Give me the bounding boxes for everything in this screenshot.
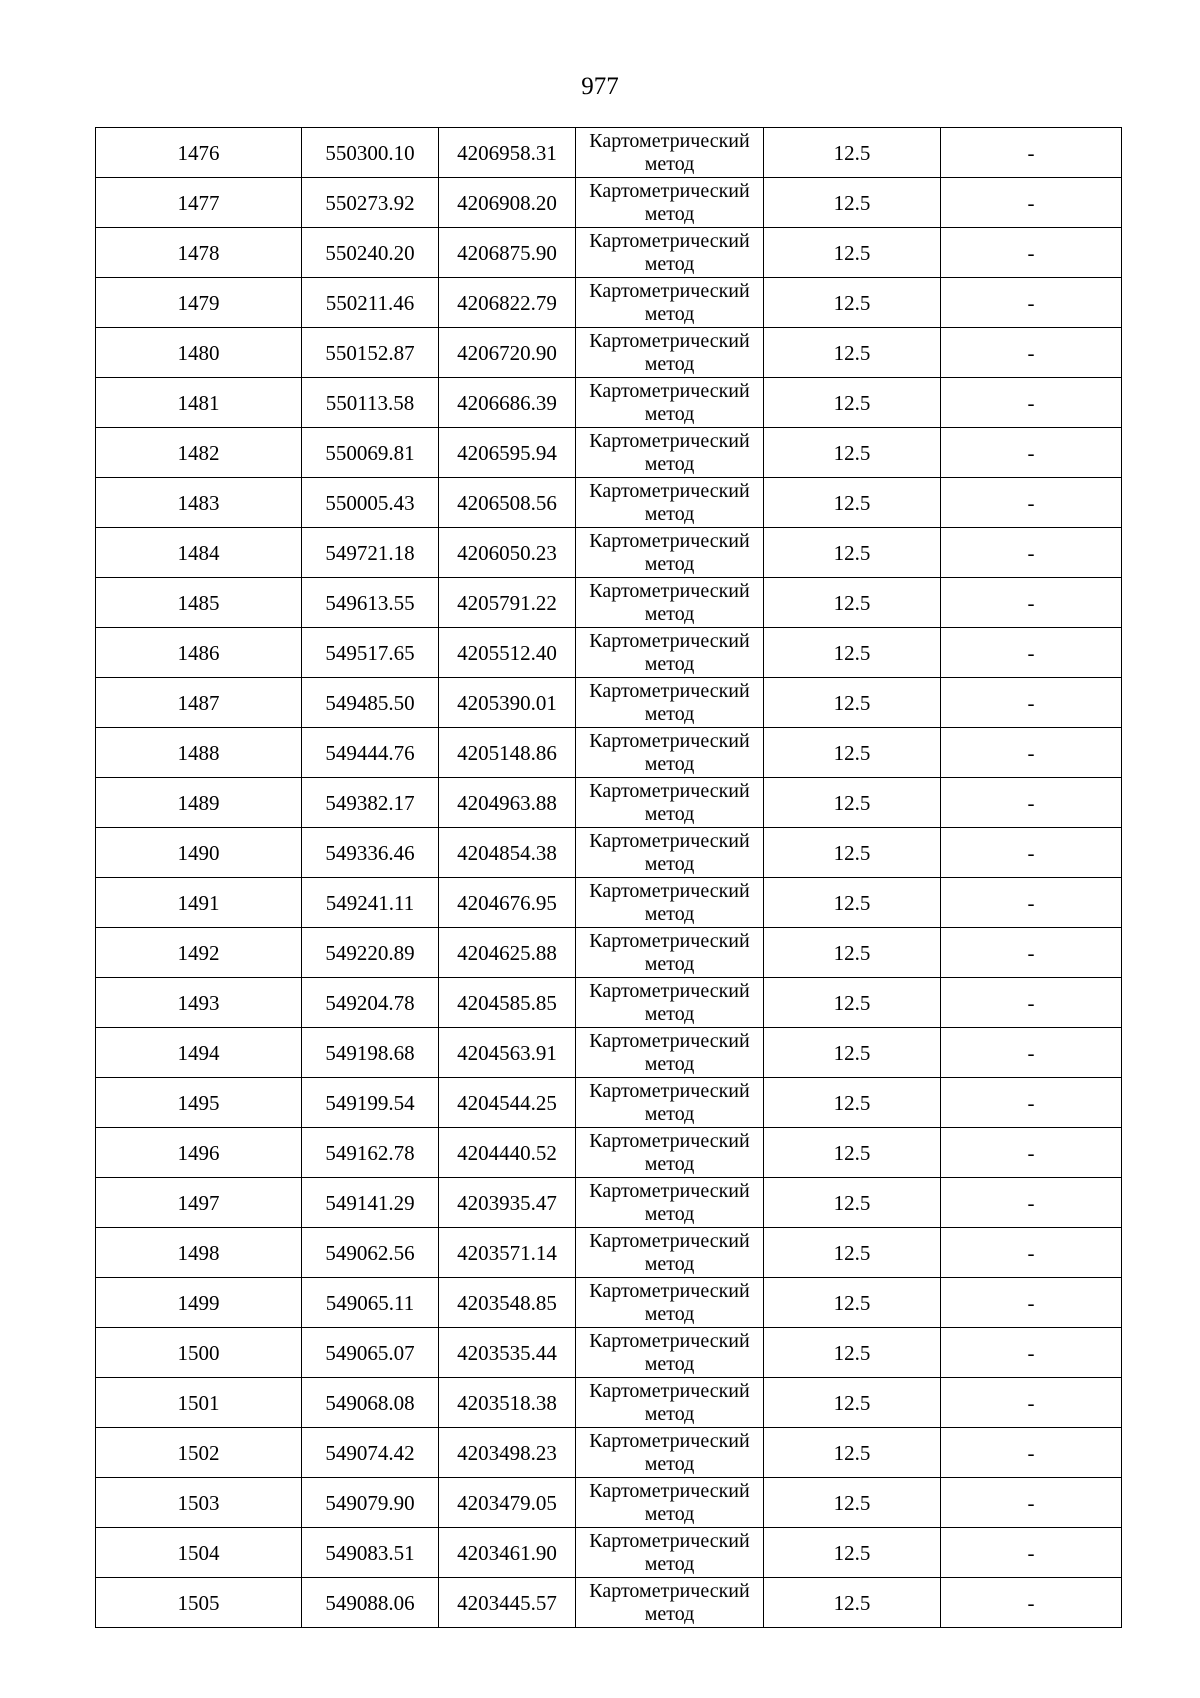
point-number-cell: 1496 (96, 1128, 302, 1178)
method-cell (576, 128, 764, 178)
method-line-1: Картометрический (589, 679, 750, 702)
method-cell (576, 1078, 764, 1128)
point-number-cell: 1500 (96, 1328, 302, 1378)
method-line-2: метод (644, 202, 695, 225)
description-cell: - (941, 778, 1122, 828)
table-row (96, 1528, 1122, 1578)
description-cell: - (941, 128, 1122, 178)
x-coordinate-cell: 549613.55 (302, 578, 439, 628)
x-coordinate-cell: 549198.68 (302, 1028, 439, 1078)
method-line-2: метод (644, 352, 695, 375)
y-coordinate-cell: 4203571.14 (439, 1228, 576, 1278)
point-number-cell: 1498 (96, 1228, 302, 1278)
y-coordinate-cell: 4203498.23 (439, 1428, 576, 1478)
coordinates-table (95, 127, 1122, 1628)
method-cell (576, 578, 764, 628)
accuracy-cell: 12.5 (764, 1178, 941, 1228)
method-line-1: Картометрический (589, 1479, 750, 1502)
y-coordinate-cell: 4203461.90 (439, 1528, 576, 1578)
x-coordinate-cell: 549204.78 (302, 978, 439, 1028)
point-number-cell: 1501 (96, 1378, 302, 1428)
method-cell (576, 878, 764, 928)
x-coordinate-cell: 549062.56 (302, 1228, 439, 1278)
method-line-2: метод (644, 902, 695, 925)
method-line-1: Картометрический (589, 629, 750, 652)
method-line-1: Картометрический (589, 1229, 750, 1252)
point-number-cell: 1481 (96, 378, 302, 428)
y-coordinate-cell: 4203535.44 (439, 1328, 576, 1378)
point-number-cell: 1482 (96, 428, 302, 478)
description-cell: - (941, 428, 1122, 478)
method-cell (576, 978, 764, 1028)
table-row (96, 378, 1122, 428)
method-cell (576, 428, 764, 478)
y-coordinate-cell: 4204440.52 (439, 1128, 576, 1178)
method-line-2: метод (644, 1452, 695, 1475)
point-number-cell: 1504 (96, 1528, 302, 1578)
point-number-cell: 1480 (96, 328, 302, 378)
description-cell: - (941, 578, 1122, 628)
method-line-2: метод (644, 502, 695, 525)
method-cell (576, 1478, 764, 1528)
x-coordinate-cell: 550069.81 (302, 428, 439, 478)
description-cell: - (941, 1478, 1122, 1528)
x-coordinate-cell: 549721.18 (302, 528, 439, 578)
method-line-1: Картометрический (589, 979, 750, 1002)
x-coordinate-cell: 549220.89 (302, 928, 439, 978)
accuracy-cell: 12.5 (764, 878, 941, 928)
x-coordinate-cell: 550152.87 (302, 328, 439, 378)
x-coordinate-cell: 549241.11 (302, 878, 439, 928)
method-cell (576, 728, 764, 778)
accuracy-cell: 12.5 (764, 378, 941, 428)
x-coordinate-cell: 549079.90 (302, 1478, 439, 1528)
point-number-cell: 1477 (96, 178, 302, 228)
method-line-2: метод (644, 802, 695, 825)
table-row (96, 228, 1122, 278)
x-coordinate-cell: 549088.06 (302, 1578, 439, 1628)
table-row (96, 178, 1122, 228)
y-coordinate-cell: 4204625.88 (439, 928, 576, 978)
table-row (96, 928, 1122, 978)
method-cell (576, 678, 764, 728)
description-cell: - (941, 1428, 1122, 1478)
method-cell (576, 1278, 764, 1328)
point-number-cell: 1489 (96, 778, 302, 828)
method-line-2: метод (644, 152, 695, 175)
method-cell (576, 328, 764, 378)
accuracy-cell: 12.5 (764, 1428, 941, 1478)
table-row (96, 128, 1122, 178)
method-cell (576, 1578, 764, 1628)
description-cell: - (941, 1378, 1122, 1428)
description-cell: - (941, 1028, 1122, 1078)
accuracy-cell: 12.5 (764, 1328, 941, 1378)
method-line-2: метод (644, 602, 695, 625)
table-row (96, 328, 1122, 378)
table-row (96, 1128, 1122, 1178)
method-line-1: Картометрический (589, 479, 750, 502)
point-number-cell: 1478 (96, 228, 302, 278)
y-coordinate-cell: 4206050.23 (439, 528, 576, 578)
method-cell (576, 1328, 764, 1378)
method-line-2: метод (644, 1352, 695, 1375)
y-coordinate-cell: 4203935.47 (439, 1178, 576, 1228)
accuracy-cell: 12.5 (764, 128, 941, 178)
method-line-2: метод (644, 852, 695, 875)
y-coordinate-cell: 4205148.86 (439, 728, 576, 778)
description-cell: - (941, 1528, 1122, 1578)
point-number-cell: 1503 (96, 1478, 302, 1528)
method-line-1: Картометрический (589, 529, 750, 552)
method-cell (576, 628, 764, 678)
method-line-1: Картометрический (589, 1579, 750, 1602)
method-line-1: Картометрический (589, 1429, 750, 1452)
y-coordinate-cell: 4204854.38 (439, 828, 576, 878)
y-coordinate-cell: 4204544.25 (439, 1078, 576, 1128)
table-row (96, 578, 1122, 628)
method-line-2: метод (644, 652, 695, 675)
x-coordinate-cell: 549517.65 (302, 628, 439, 678)
method-cell (576, 378, 764, 428)
accuracy-cell: 12.5 (764, 1028, 941, 1078)
x-coordinate-cell: 550211.46 (302, 278, 439, 328)
accuracy-cell: 12.5 (764, 1478, 941, 1528)
method-line-2: метод (644, 1302, 695, 1325)
point-number-cell: 1495 (96, 1078, 302, 1128)
y-coordinate-cell: 4204585.85 (439, 978, 576, 1028)
y-coordinate-cell: 4206908.20 (439, 178, 576, 228)
method-line-1: Картометрический (589, 1029, 750, 1052)
method-cell (576, 928, 764, 978)
point-number-cell: 1483 (96, 478, 302, 528)
method-line-1: Картометрический (589, 729, 750, 752)
accuracy-cell: 12.5 (764, 278, 941, 328)
table-row (96, 878, 1122, 928)
description-cell: - (941, 1278, 1122, 1328)
accuracy-cell: 12.5 (764, 428, 941, 478)
method-cell (576, 228, 764, 278)
point-number-cell: 1502 (96, 1428, 302, 1478)
accuracy-cell: 12.5 (764, 328, 941, 378)
accuracy-cell: 12.5 (764, 928, 941, 978)
method-line-1: Картометрический (589, 1129, 750, 1152)
description-cell: - (941, 978, 1122, 1028)
accuracy-cell: 12.5 (764, 828, 941, 878)
method-line-1: Картометрический (589, 1379, 750, 1402)
accuracy-cell: 12.5 (764, 578, 941, 628)
method-line-2: метод (644, 702, 695, 725)
method-cell (576, 1128, 764, 1178)
table-row (96, 1078, 1122, 1128)
method-cell (576, 1178, 764, 1228)
method-cell (576, 528, 764, 578)
table-row (96, 1278, 1122, 1328)
method-line-2: метод (644, 452, 695, 475)
y-coordinate-cell: 4204963.88 (439, 778, 576, 828)
table-row (96, 1328, 1122, 1378)
y-coordinate-cell: 4206686.39 (439, 378, 576, 428)
method-cell (576, 178, 764, 228)
description-cell: - (941, 1578, 1122, 1628)
y-coordinate-cell: 4206822.79 (439, 278, 576, 328)
x-coordinate-cell: 549083.51 (302, 1528, 439, 1578)
y-coordinate-cell: 4206720.90 (439, 328, 576, 378)
accuracy-cell: 12.5 (764, 1528, 941, 1578)
x-coordinate-cell: 550273.92 (302, 178, 439, 228)
point-number-cell: 1485 (96, 578, 302, 628)
description-cell: - (941, 528, 1122, 578)
accuracy-cell: 12.5 (764, 978, 941, 1028)
table-row (96, 828, 1122, 878)
x-coordinate-cell: 549382.17 (302, 778, 439, 828)
table-row (96, 278, 1122, 328)
y-coordinate-cell: 4206508.56 (439, 478, 576, 528)
method-cell (576, 478, 764, 528)
description-cell: - (941, 728, 1122, 778)
method-line-2: метод (644, 1002, 695, 1025)
description-cell: - (941, 1228, 1122, 1278)
table-row (96, 478, 1122, 528)
method-cell (576, 1428, 764, 1478)
y-coordinate-cell: 4203518.38 (439, 1378, 576, 1428)
x-coordinate-cell: 550113.58 (302, 378, 439, 428)
accuracy-cell: 12.5 (764, 478, 941, 528)
x-coordinate-cell: 549141.29 (302, 1178, 439, 1228)
method-line-1: Картометрический (589, 129, 750, 152)
method-line-2: метод (644, 252, 695, 275)
method-line-2: метод (644, 752, 695, 775)
method-line-2: метод (644, 1152, 695, 1175)
method-line-1: Картометрический (589, 429, 750, 452)
description-cell: - (941, 1178, 1122, 1228)
description-cell: - (941, 1328, 1122, 1378)
y-coordinate-cell: 4203445.57 (439, 1578, 576, 1628)
method-line-1: Картометрический (589, 229, 750, 252)
point-number-cell: 1490 (96, 828, 302, 878)
coordinates-table-body (96, 128, 1122, 1628)
x-coordinate-cell: 549068.08 (302, 1378, 439, 1428)
y-coordinate-cell: 4205512.40 (439, 628, 576, 678)
method-line-2: метод (644, 1502, 695, 1525)
x-coordinate-cell: 549162.78 (302, 1128, 439, 1178)
method-line-2: метод (644, 1552, 695, 1575)
description-cell: - (941, 628, 1122, 678)
description-cell: - (941, 678, 1122, 728)
method-cell (576, 1528, 764, 1578)
description-cell: - (941, 928, 1122, 978)
y-coordinate-cell: 4204676.95 (439, 878, 576, 928)
method-line-2: метод (644, 552, 695, 575)
method-line-2: метод (644, 1402, 695, 1425)
point-number-cell: 1487 (96, 678, 302, 728)
method-line-1: Картометрический (589, 879, 750, 902)
x-coordinate-cell: 549336.46 (302, 828, 439, 878)
table-row (96, 1228, 1122, 1278)
table-row (96, 1378, 1122, 1428)
method-cell (576, 828, 764, 878)
table-row (96, 1028, 1122, 1078)
x-coordinate-cell: 549485.50 (302, 678, 439, 728)
table-row (96, 628, 1122, 678)
method-cell (576, 1378, 764, 1428)
method-line-2: метод (644, 1052, 695, 1075)
accuracy-cell: 12.5 (764, 178, 941, 228)
x-coordinate-cell: 549444.76 (302, 728, 439, 778)
method-line-2: метод (644, 302, 695, 325)
description-cell: - (941, 228, 1122, 278)
point-number-cell: 1492 (96, 928, 302, 978)
method-line-1: Картометрический (589, 1179, 750, 1202)
description-cell: - (941, 478, 1122, 528)
method-line-2: метод (644, 1252, 695, 1275)
point-number-cell: 1493 (96, 978, 302, 1028)
table-row (96, 1428, 1122, 1478)
x-coordinate-cell: 549199.54 (302, 1078, 439, 1128)
method-line-1: Картометрический (589, 1329, 750, 1352)
point-number-cell: 1486 (96, 628, 302, 678)
point-number-cell: 1491 (96, 878, 302, 928)
x-coordinate-cell: 549065.07 (302, 1328, 439, 1378)
x-coordinate-cell: 549065.11 (302, 1278, 439, 1328)
method-line-1: Картометрический (589, 379, 750, 402)
method-line-1: Картометрический (589, 929, 750, 952)
method-line-1: Картометрический (589, 1529, 750, 1552)
y-coordinate-cell: 4203548.85 (439, 1278, 576, 1328)
point-number-cell: 1488 (96, 728, 302, 778)
method-line-2: метод (644, 1102, 695, 1125)
table-row (96, 1478, 1122, 1528)
accuracy-cell: 12.5 (764, 728, 941, 778)
method-line-2: метод (644, 1202, 695, 1225)
x-coordinate-cell: 549074.42 (302, 1428, 439, 1478)
accuracy-cell: 12.5 (764, 1378, 941, 1428)
description-cell: - (941, 328, 1122, 378)
accuracy-cell: 12.5 (764, 228, 941, 278)
table-row (96, 678, 1122, 728)
method-line-1: Картометрический (589, 279, 750, 302)
point-number-cell: 1484 (96, 528, 302, 578)
method-cell (576, 1028, 764, 1078)
method-line-2: метод (644, 1602, 695, 1625)
method-line-1: Картометрический (589, 1279, 750, 1302)
description-cell: - (941, 828, 1122, 878)
page-number: 977 (581, 73, 619, 100)
description-cell: - (941, 278, 1122, 328)
y-coordinate-cell: 4206875.90 (439, 228, 576, 278)
accuracy-cell: 12.5 (764, 1278, 941, 1328)
y-coordinate-cell: 4203479.05 (439, 1478, 576, 1528)
method-line-2: метод (644, 402, 695, 425)
accuracy-cell: 12.5 (764, 778, 941, 828)
y-coordinate-cell: 4205390.01 (439, 678, 576, 728)
y-coordinate-cell: 4204563.91 (439, 1028, 576, 1078)
method-line-1: Картометрический (589, 829, 750, 852)
method-cell (576, 278, 764, 328)
table-row (96, 1578, 1122, 1628)
table-row (96, 978, 1122, 1028)
method-line-1: Картометрический (589, 779, 750, 802)
accuracy-cell: 12.5 (764, 1228, 941, 1278)
accuracy-cell: 12.5 (764, 1578, 941, 1628)
point-number-cell: 1497 (96, 1178, 302, 1228)
x-coordinate-cell: 550005.43 (302, 478, 439, 528)
x-coordinate-cell: 550240.20 (302, 228, 439, 278)
accuracy-cell: 12.5 (764, 528, 941, 578)
description-cell: - (941, 1078, 1122, 1128)
table-row (96, 778, 1122, 828)
y-coordinate-cell: 4205791.22 (439, 578, 576, 628)
table-row (96, 728, 1122, 778)
description-cell: - (941, 878, 1122, 928)
method-cell (576, 1228, 764, 1278)
method-line-1: Картометрический (589, 329, 750, 352)
table-row (96, 1178, 1122, 1228)
y-coordinate-cell: 4206958.31 (439, 128, 576, 178)
accuracy-cell: 12.5 (764, 1128, 941, 1178)
point-number-cell: 1476 (96, 128, 302, 178)
method-line-1: Картометрический (589, 579, 750, 602)
table-row (96, 528, 1122, 578)
point-number-cell: 1494 (96, 1028, 302, 1078)
description-cell: - (941, 1128, 1122, 1178)
description-cell: - (941, 178, 1122, 228)
point-number-cell: 1499 (96, 1278, 302, 1328)
point-number-cell: 1479 (96, 278, 302, 328)
x-coordinate-cell: 550300.10 (302, 128, 439, 178)
method-line-1: Картометрический (589, 1079, 750, 1102)
point-number-cell: 1505 (96, 1578, 302, 1628)
accuracy-cell: 12.5 (764, 678, 941, 728)
accuracy-cell: 12.5 (764, 1078, 941, 1128)
y-coordinate-cell: 4206595.94 (439, 428, 576, 478)
method-line-1: Картометрический (589, 179, 750, 202)
method-line-2: метод (644, 952, 695, 975)
description-cell: - (941, 378, 1122, 428)
accuracy-cell: 12.5 (764, 628, 941, 678)
table-row (96, 428, 1122, 478)
method-cell (576, 778, 764, 828)
